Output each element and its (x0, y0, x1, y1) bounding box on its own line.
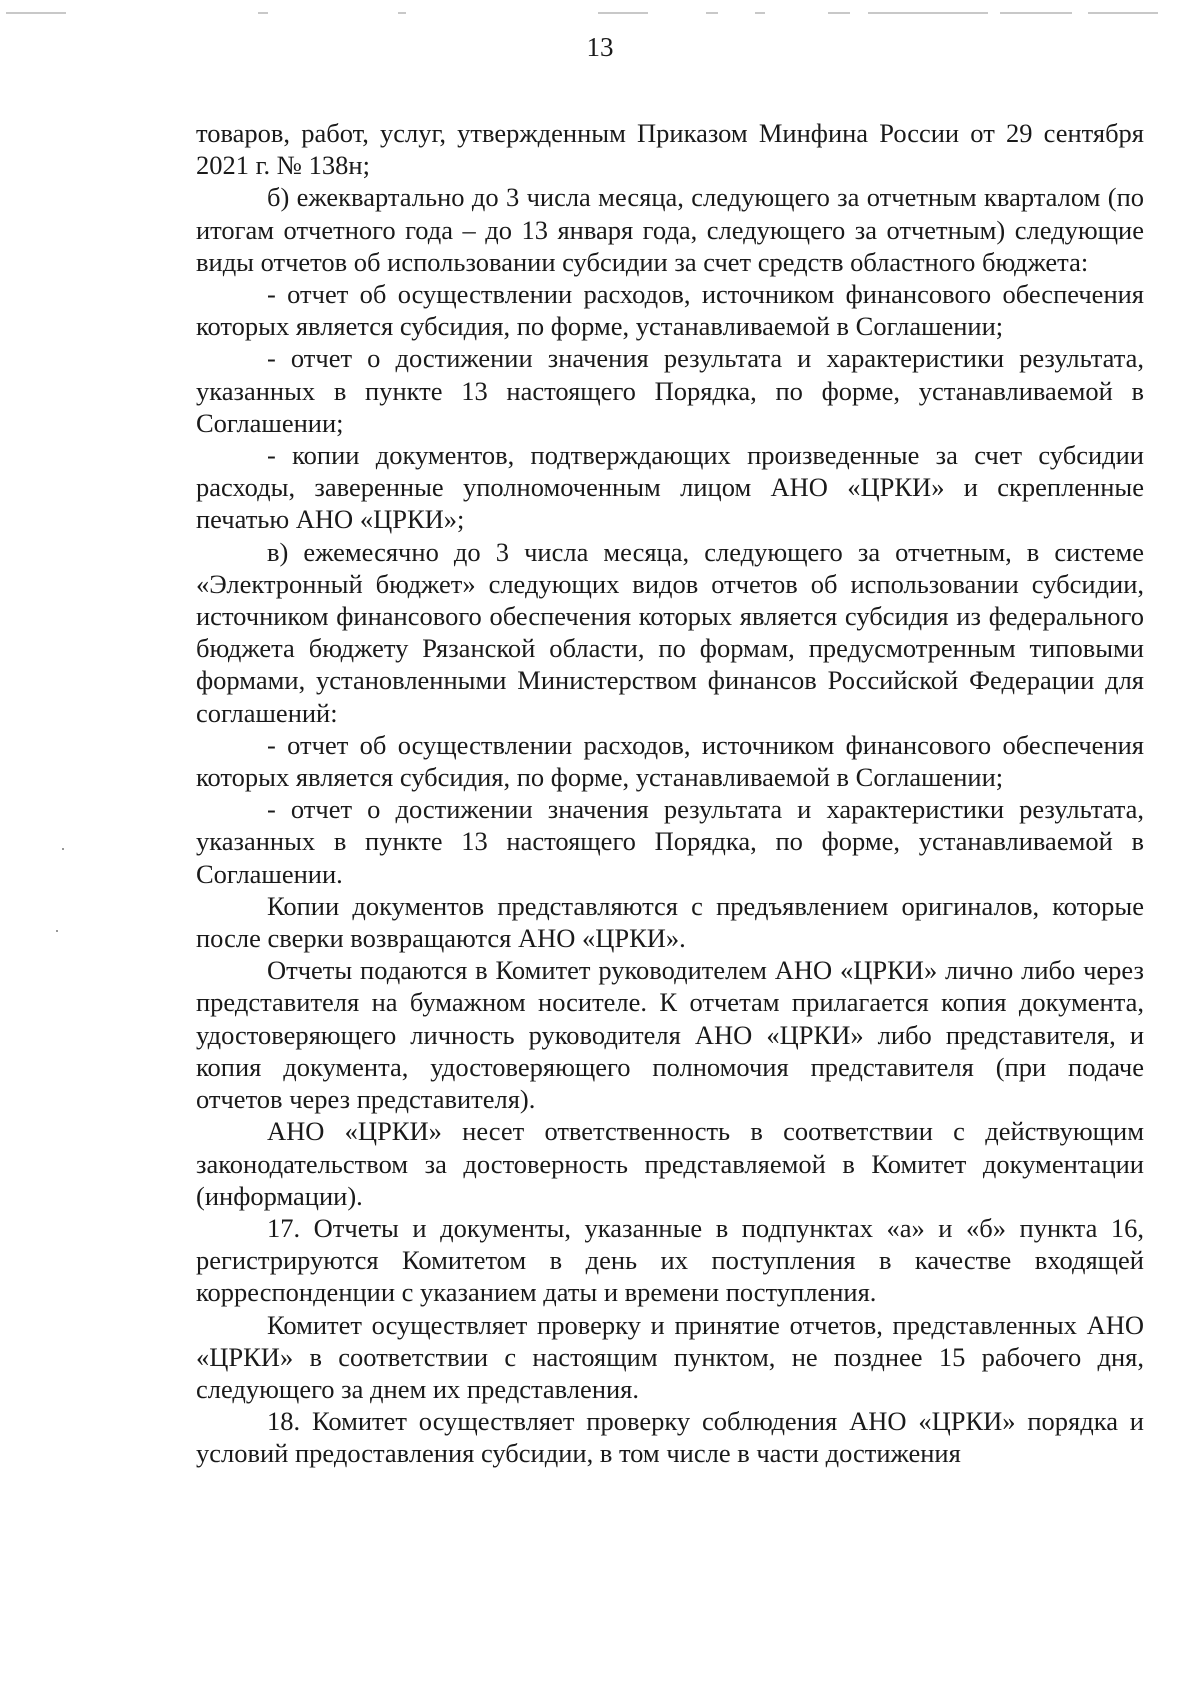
page-number: 13 (586, 32, 614, 62)
paragraph-p-b-1: - отчет об осуществлении расходов, источником финансового обеспечения которых является субсидия, по форме, устанавливаемой в Соглашении; (196, 279, 1144, 342)
paragraph-p-v-2: - отчет о достижении значения результата и характеристики результата, указанных в пункте 13 настоящего Порядка, по форме, устанавливаемой в Соглашении. (196, 794, 1144, 889)
paragraph-p-b: б) ежеквартально до 3 числа месяца, следующего за отчетным кварталом (по итогам отчетного года – до 13 января года, следующего за отчетным) следующие виды отчетов об использовании субсидии за счет средств областного бюджета: (196, 182, 1144, 277)
scan-speck (56, 930, 58, 932)
paragraph-p-b-2: - отчет о достижении значения результата и характеристики результата, указанных в пункте 13 настоящего Порядка, по форме, устанавливаемой в Соглашении; (196, 343, 1144, 438)
paragraph-p-continuation: товаров, работ, услуг, утвержденным Приказом Минфина России от 29 сентября 2021 г. № 138н; (196, 118, 1144, 181)
scan-speck (62, 848, 64, 850)
paragraph-p-responsibility: АНО «ЦРКИ» несет ответственность в соответствии с действующим законодательством за достоверность представляемой в Комитет документации (информации). (196, 1116, 1144, 1211)
paragraph-p-v-1: - отчет об осуществлении расходов, источником финансового обеспечения которых является субсидия, по форме, устанавливаемой в Соглашении; (196, 729, 1144, 793)
paragraph-p-18: 18. Комитет осуществляет проверку соблюдения АНО «ЦРКИ» порядка и условий предоставления субсидии, в том числе в части достижения (196, 1406, 1144, 1469)
scan-artifact-strip (0, 12, 1200, 18)
paragraph-p-v: в) ежемесячно до 3 числа месяца, следующего за отчетным, в системе «Электронный бюджет» следующих видов отчетов об использовании субсидии, источником финансового обеспечения которых является субсидия из федерального бюджета бюджету Рязанской области, по формам, предусмотренным типовыми формами, установленными Министерством финансов Российской Федерации для соглашений: (196, 536, 1144, 728)
paragraph-p-copies: Копии документов представляются с предъявлением оригиналов, которые после сверки возвращаются АНО «ЦРКИ». (196, 890, 1144, 954)
paragraph-p-17-check: Комитет осуществляет проверку и принятие отчетов, представленных АНО «ЦРКИ» в соответствии с настоящим пунктом, не позднее 15 рабочего дня, следующего за днем их представления. (196, 1309, 1144, 1404)
paragraph-p-17: 17. Отчеты и документы, указанные в подпунктах «а» и «б» пункта 16, регистрируются Комитетом в день их поступления в качестве входящей корреспонденции с указанием даты и времени поступления. (196, 1212, 1144, 1308)
paragraph-p-b-3: - копии документов, подтверждающих произведенные за счет субсидии расходы, заверенные уполномоченным лицом АНО «ЦРКИ» и скрепленные печатью АНО «ЦРКИ»; (196, 440, 1144, 535)
document-body (196, 117, 1144, 1470)
paragraph-p-reports: Отчеты подаются в Комитет руководителем АНО «ЦРКИ» лично либо через представителя на бумажном носителе. К отчетам прилагается копия документа, удостоверяющего личность руководителя АНО «ЦРКИ» либо представителя, и копия документа, удостоверяющего полномочия представителя (при подаче отчетов через представителя). (196, 955, 1144, 1115)
